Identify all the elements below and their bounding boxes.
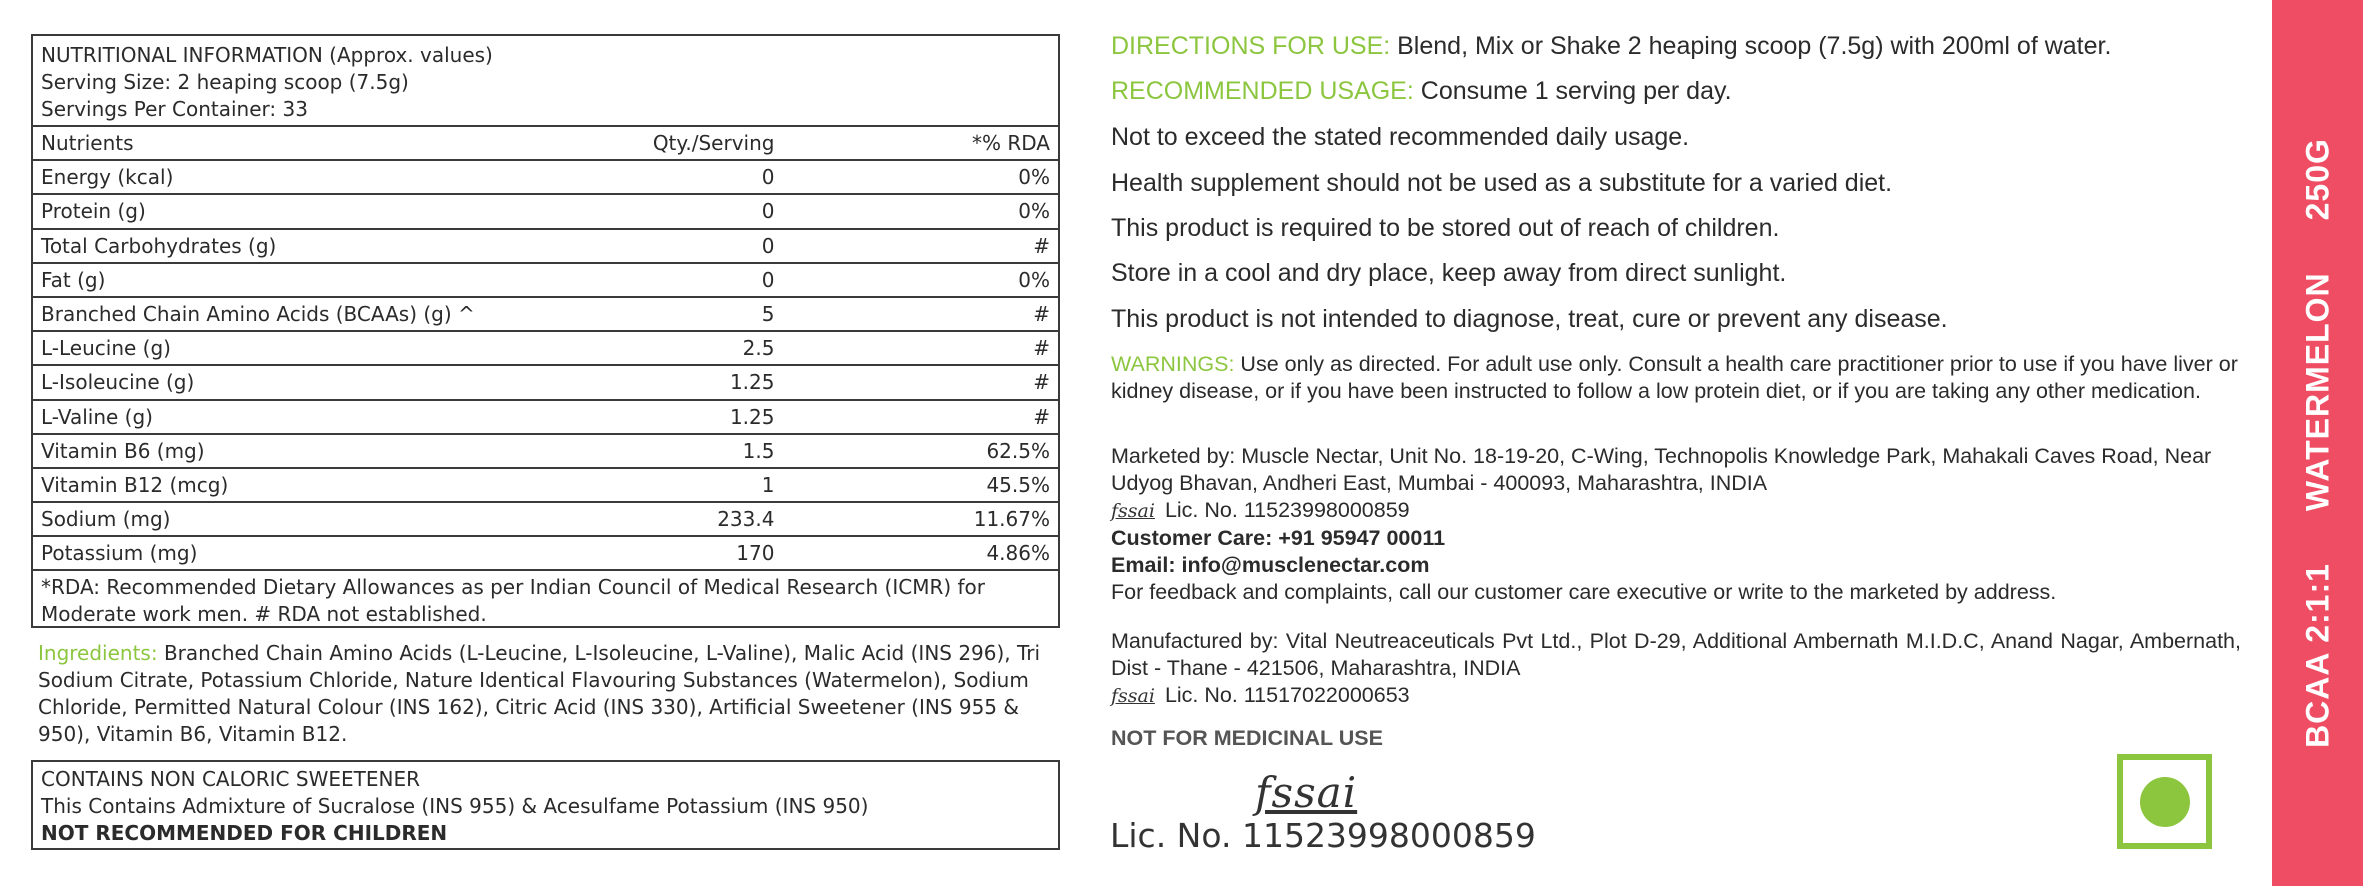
marketer-block bbox=[1111, 443, 2241, 606]
nutrition-table bbox=[33, 125, 1058, 569]
table-row bbox=[33, 468, 1058, 502]
nutrient-rda: 0% bbox=[780, 263, 1058, 297]
nutrient-qty: 1.25 bbox=[483, 365, 781, 399]
nutrient-qty: 0 bbox=[483, 263, 781, 297]
fssai-logo-icon: fssai bbox=[1111, 685, 1155, 707]
statement-line: Not to exceed the stated recommended daily usage. bbox=[1111, 123, 1690, 151]
directions-label: DIRECTIONS FOR USE: bbox=[1111, 32, 1391, 60]
table-row bbox=[33, 400, 1058, 434]
not-medicinal: NOT FOR MEDICINAL USE bbox=[1111, 726, 1383, 750]
nutrient-name: Protein (g) bbox=[33, 194, 483, 228]
nutrient-name: Total Carbohydrates (g) bbox=[33, 229, 483, 263]
sweetener-detail: This Contains Admixture of Sucralose (INS 955) & Acesulfame Potassium (INS 950) bbox=[41, 794, 869, 818]
ingredients-label: Ingredients: bbox=[38, 641, 158, 665]
nutrient-rda: 45.5% bbox=[780, 468, 1058, 502]
nutrient-name: Energy (kcal) bbox=[33, 160, 483, 194]
feedback-text: For feedback and complaints, call our customer care executive or write to the marketed by address. bbox=[1111, 580, 2057, 604]
warnings-block bbox=[1111, 351, 2241, 405]
children-warning: NOT RECOMMENDED FOR CHILDREN bbox=[41, 821, 448, 845]
veg-dot bbox=[2140, 777, 2190, 827]
nutrition-title: NUTRITIONAL INFORMATION (Approx. values) bbox=[41, 43, 493, 67]
recommended-usage bbox=[1111, 75, 2241, 107]
table-row bbox=[33, 297, 1058, 331]
nutrient-name: Sodium (mg) bbox=[33, 502, 483, 536]
ingredients-text: Branched Chain Amino Acids (L-Leucine, L-Isoleucine, L-Valine), Malic Acid (INS 296), Tri Sodium Citrate, Potassium Chloride, Nature Identical Flavouring Substances (Watermelon), Sodium Chloride, Permitted Natural Colour (INS 162), Citric Acid (INS 330), Artificial Sweetener (INS 955 & 950), Vitamin B6, Vitamin B12. bbox=[38, 641, 1041, 746]
email: Email: info@musclenectar.com bbox=[1111, 553, 1430, 577]
nutrient-name: Fat (g) bbox=[33, 263, 483, 297]
nutrient-rda: # bbox=[780, 229, 1058, 263]
nutrient-name: L-Valine (g) bbox=[33, 400, 483, 434]
recommended-label: RECOMMENDED USAGE: bbox=[1111, 77, 1414, 105]
warnings-text: Use only as directed. For adult use only. Consult a health care practitioner prior to use if you have liver or kidney disease, or if you have been instructed to follow a low protein diet, or if you are taking any other medication. bbox=[1111, 352, 2238, 403]
fssai-logo-icon: fssai bbox=[1255, 768, 1358, 817]
table-row bbox=[33, 502, 1058, 536]
sweetener-box bbox=[31, 760, 1060, 850]
serving-size: Serving Size: 2 heaping scoop (7.5g) bbox=[41, 70, 409, 94]
product-strip bbox=[2272, 0, 2363, 886]
license-number: Lic. No. 11523998000859 bbox=[1164, 498, 1410, 522]
nutrient-name: L-Isoleucine (g) bbox=[33, 365, 483, 399]
nutrient-rda: # bbox=[780, 297, 1058, 331]
recommended-text: Consume 1 serving per day. bbox=[1413, 77, 1732, 105]
nutrient-qty: 0 bbox=[483, 194, 781, 228]
table-row bbox=[33, 194, 1058, 228]
nutrient-rda: 0% bbox=[780, 160, 1058, 194]
strip-text bbox=[2299, 112, 2336, 774]
nutrition-info-box bbox=[31, 34, 1060, 628]
nutrient-name: Vitamin B6 (mg) bbox=[33, 434, 483, 468]
table-row bbox=[33, 536, 1058, 569]
table-row bbox=[33, 331, 1058, 365]
statement-line: This product is required to be stored out of reach of children. bbox=[1111, 214, 1780, 242]
nutrient-name: Branched Chain Amino Acids (BCAAs) (g) ^ bbox=[33, 297, 483, 331]
statement-line: Health supplement should not be used as a substitute for a varied diet. bbox=[1111, 169, 1893, 197]
nutrient-qty: 1.5 bbox=[483, 434, 781, 468]
nutrient-rda: 0% bbox=[780, 194, 1058, 228]
table-row bbox=[33, 434, 1058, 468]
customer-care: Customer Care: +91 95947 00011 bbox=[1111, 526, 1446, 550]
nutrient-rda: 62.5% bbox=[780, 434, 1058, 468]
nutrient-qty: 1 bbox=[483, 468, 781, 502]
nutrient-name: Vitamin B12 (mcg) bbox=[33, 468, 483, 502]
big-license-number: Lic. No. 11523998000859 bbox=[1110, 816, 1536, 855]
marketer-license bbox=[1111, 497, 2241, 525]
table-header-row bbox=[33, 126, 1058, 160]
table-row bbox=[33, 365, 1058, 399]
statement-line: Store in a cool and dry place, keep away from direct sunlight. bbox=[1111, 259, 1787, 287]
column-header: Qty./Serving bbox=[483, 126, 781, 160]
nutrient-rda: # bbox=[780, 400, 1058, 434]
net-weight: 250G bbox=[2299, 138, 2335, 221]
nutrient-rda: # bbox=[780, 365, 1058, 399]
nutrient-qty: 233.4 bbox=[483, 502, 781, 536]
nutrient-qty: 2.5 bbox=[483, 331, 781, 365]
directions-for-use bbox=[1111, 30, 2241, 62]
directions-text: Blend, Mix or Shake 2 heaping scoop (7.5g) with 200ml of water. bbox=[1390, 32, 2112, 60]
nutrient-name: Potassium (mg) bbox=[33, 536, 483, 569]
sweetener-heading: CONTAINS NON CALORIC SWEETENER bbox=[41, 767, 420, 791]
ingredients-block bbox=[38, 640, 1068, 748]
manufacturer-block bbox=[1111, 628, 2241, 710]
nutrient-qty: 5 bbox=[483, 297, 781, 331]
nutrient-qty: 170 bbox=[483, 536, 781, 569]
nutrition-header bbox=[33, 36, 1058, 125]
nutrient-qty: 1.25 bbox=[483, 400, 781, 434]
servings-per-container: Servings Per Container: 33 bbox=[41, 97, 308, 121]
nutrient-rda: 4.86% bbox=[780, 536, 1058, 569]
nutrient-name: L-Leucine (g) bbox=[33, 331, 483, 365]
rda-footnote: *RDA: Recommended Dietary Allowances as per Indian Council of Medical Research (ICMR) for Moderate work men. # RDA not established. bbox=[33, 569, 1058, 628]
marketer-address: Marketed by: Muscle Nectar, Unit No. 18-19-20, C-Wing, Technopolis Knowledge Park, Mahakali Caves Road, Near Udyog Bhavan, Andheri East, Mumbai - 400093, Maharashtra, INDIA bbox=[1111, 444, 2212, 495]
statement-line: This product is not intended to diagnose, treat, cure or prevent any disease. bbox=[1111, 305, 1948, 333]
table-row bbox=[33, 263, 1058, 297]
veg-symbol-icon bbox=[2117, 754, 2212, 849]
table-row bbox=[33, 160, 1058, 194]
manufacturer-address: Manufactured by: Vital Neutreaceuticals Pvt Ltd., Plot D-29, Additional Ambernath M.I.D.C, Anand Nagar, Ambernath, Dist - Thane - 421506, Maharashtra, INDIA bbox=[1111, 629, 2241, 680]
table-row bbox=[33, 229, 1058, 263]
fssai-logo-icon: fssai bbox=[1111, 500, 1155, 522]
manufacturer-license bbox=[1111, 682, 2241, 710]
product-name: BCAA 2:1:1 bbox=[2299, 563, 2335, 748]
nutrient-qty: 0 bbox=[483, 229, 781, 263]
warnings-label: WARNINGS: bbox=[1111, 352, 1235, 376]
column-header: Nutrients bbox=[33, 126, 483, 160]
nutrient-rda: 11.67% bbox=[780, 502, 1058, 536]
license-number: Lic. No. 11517022000653 bbox=[1164, 683, 1410, 707]
nutrient-rda: # bbox=[780, 331, 1058, 365]
flavour-name: WATERMELON bbox=[2299, 272, 2335, 512]
nutrient-qty: 0 bbox=[483, 160, 781, 194]
column-header: *% RDA bbox=[780, 126, 1058, 160]
